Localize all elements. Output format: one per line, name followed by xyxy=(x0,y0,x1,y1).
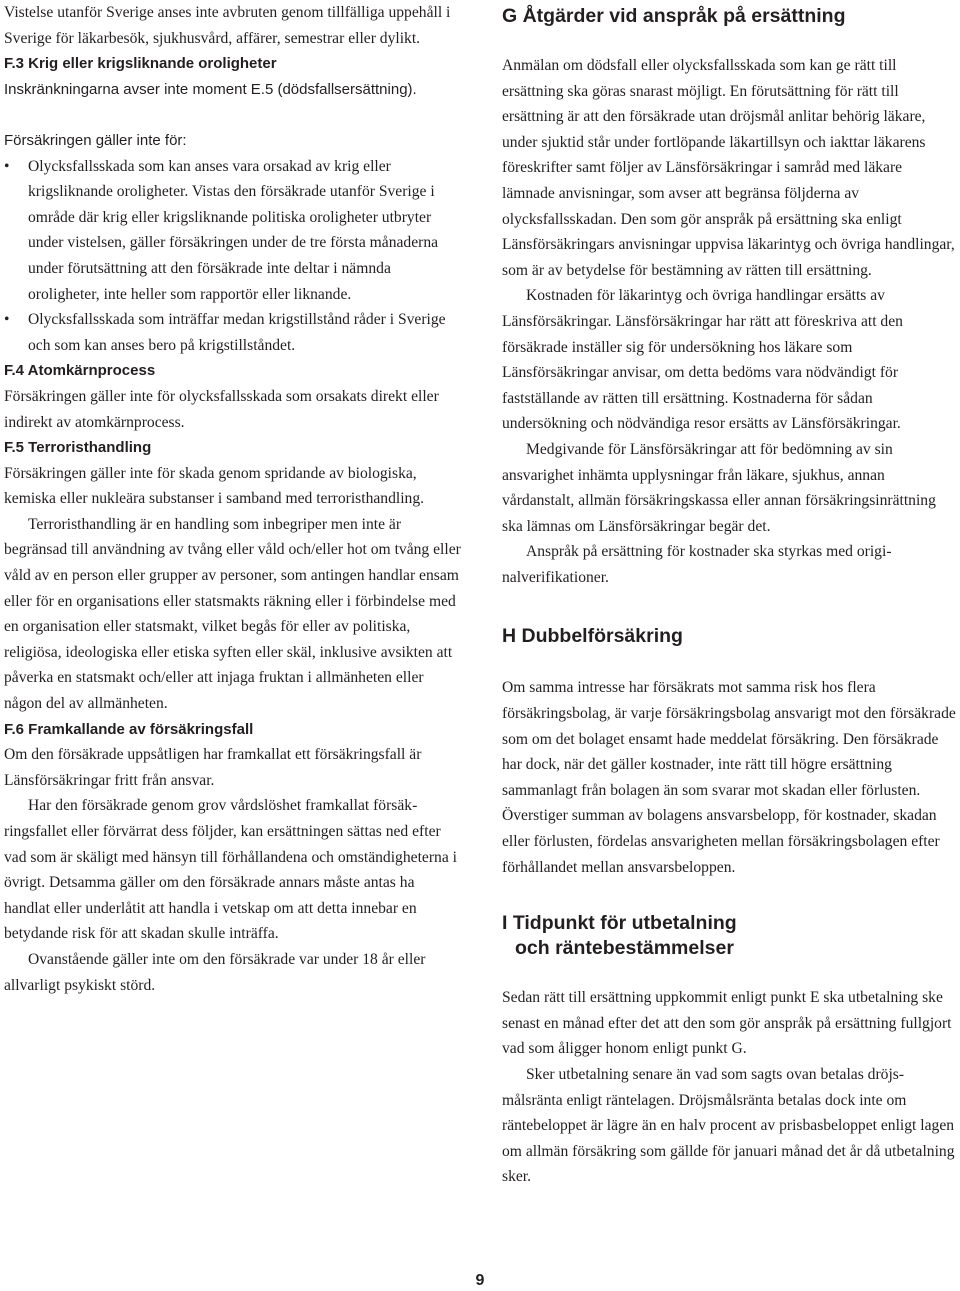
section-f3-paragraph-2: Försäkringen gäller inte för: xyxy=(4,131,187,149)
section-f5-heading: F.5 Terroristhandling xyxy=(4,439,152,457)
section-f3-heading: F.3 Krig eller krigsliknande oroligheter xyxy=(4,55,277,73)
section-h-paragraph-1: Om samma intresse har försäkrats mot samma risk hos flera försäkringsbolag, är varje försäkringsbolag ansvarigt mot den försäkrade som om det bolaget ensamt hade meddelat försäkring. Den försäkrade har dock, när det gäller kostnader, inte rätt till högre ersättning sammanlagt från bolagen än som svarar mot skadan eller förlusten. Överstiger summan av bolagens ansvarsbelopp, för kostnader, skadan eller förlusten, fördelas ansvarigheten mellan försäkringsbolagen efter förhållandet mellan ansvarsbeloppen. xyxy=(502,679,956,876)
section-g-paragraph-1: Anmälan om dödsfall eller olycksfallsskada som kan ge rätt till ersättning ska göras snarast möjligt. En förutsättning för rätt till ersättning är att den försäkrade utan dröjsmål anlitar behörig läkare, under sjuktid står under fortlöpande läkartillsyn och iakttar läkarens föreskrifter samt följer av Länsförsäkringar i samråd med läkare lämnade anvisningar, som avser att begränsa följderna av olycksfallsskadan. Den som gör anspråk på ersättning ska enligt Länsförsäkringars anvisningar uppvisa läkarintyg och övriga handlingar, som är av betydelse för bestämning av rätten till ersättning. xyxy=(502,57,955,279)
section-i-heading xyxy=(502,911,958,961)
left-column xyxy=(4,0,464,998)
section-g-paragraph-2: Kostnaden för läkarintyg och övriga handlingar ersätts av Länsförsäkringar. Länsförsäkringar har rätt att föreskriva att den försäkrade inställer sig för undersökning hos läkare som Länsförsäkringar anvisar, om detta bedöms vara nödvändigt för fastställande av rätten till ersättning. Kostnaderna för sådan undersökning och nödvändiga resor ersätts av Länsförsäkringar. xyxy=(502,287,903,433)
section-i-heading-line-1: I Tidpunkt för utbetalning xyxy=(502,912,737,935)
section-g-paragraph-3: Medgivande för Länsförsäkringar att för bedömning av sin ansvarighet inhämta upplysningar från läkare, sjukhus, annan vårdanstalt, allmän försäkringskassa eller annan försäkringsinrättning ska lämnas om Länsförsäkringar begär det. xyxy=(502,440,936,535)
section-f5-paragraph-2: Terroristhandling är en handling som inbegriper men inte är begränsad till användning av tvång eller våld och/eller hot om tvång eller våld av en person eller grupper av personer, som antingen handlar ensam eller för en organisations eller statsmakts räkning eller i förbindelse med en organisation eller statsmakt, vilket begås för eller av politiska, religiösa, ideologiska eller etiska syften eller skäl, inklusive avsikten att påverka en statsmakt och/eller att injaga fruktan i allmänheten eller någon del av allmänheten. xyxy=(4,515,461,713)
section-h-heading: H Dubbelförsäkring xyxy=(502,625,683,648)
section-i-paragraph-1: Sedan rätt till ersättning uppkommit enligt punkt E ska utbetalning ske senast en månad efter det att den som gör anspråk på ersättning fullgjort vad som åligger honom enligt punkt G. xyxy=(502,989,952,1058)
section-f6-paragraph-1: Om den försäkrade uppsåtligen har framkallat ett försäkringsfall är Länsförsäkringar fritt från ansvar. xyxy=(4,746,422,789)
intro-paragraph: Vistelse utanför Sverige anses inte avbruten genom tillfälliga uppehåll i Sverige för läkarbesök, sjukhusvård, affärer, semestrar eller dylikt. xyxy=(4,4,451,47)
section-i-heading-line-2: och räntebestämmelser xyxy=(515,937,734,960)
section-f6-heading: F.6 Framkallande av försäkringsfall xyxy=(4,720,254,738)
bullet-item: • Olycksfallsskada som kan anses vara orsakad av krig eller krigsliknande oroligheter. Vistas den försäkrade utanför Sverige i område där krig eller krigsliknande politiska oroligheter utbryter under vistelsen, gäller försäkringen under de tre första månaderna under förutsättning att den försäkrade inte deltar i nämnda oroligheter, inte heller som rapportör eller liknande. xyxy=(4,154,464,308)
section-g-paragraph-4: Anspråk på ersättning för kostnader ska styrkas med originalverifikationer. xyxy=(502,543,892,586)
section-f6-paragraph-3: Ovanstående gäller inte om den försäkrade var under 18 år eller allvarligt psykiskt störd. xyxy=(4,950,426,994)
page-number: 9 xyxy=(475,1272,485,1289)
section-f6-paragraph-2: Har den försäkrade genom grov vårdslöshet framkallat försäkringsfallet eller förvärrat dess följder, kan ersättningen sättas ned efter vad som är skäligt med hänsyn till förhållandena och omständigheterna i övrigt. Detsamma gäller om den försäkrade annars måste antas ha handlat eller underlåtit att handla i vetskap om att detta innebar en betydande risk för att skadan skulle inträffa. xyxy=(4,797,457,943)
section-f4-paragraph-1: Försäkringen gäller inte för olycksfallsskada som orsakats direkt eller indirekt av atomkärnprocess. xyxy=(4,387,439,431)
section-f3-paragraph-1: Inskränkningarna avser inte moment E.5 (dödsfallsersättning). xyxy=(4,80,417,98)
right-column xyxy=(502,0,958,1190)
section-f5-paragraph-1: Försäkringen gäller inte för skada genom spridande av biologiska, kemiska eller nukleära substanser i samband med terroristhandling. xyxy=(4,464,425,508)
section-i-paragraph-2: Sker utbetalning senare än vad som sagts ovan betalas dröjsmålsränta enligt räntelagen. Dröjsmålsränta betalas dock inte om räntebeloppet är lägre än en halv procent av prisbasbeloppet enligt lagen om allmän försäkring som gällde för januari månad det år då utbetalning sker. xyxy=(502,1066,955,1186)
section-g-heading: G Åtgärder vid anspråk på ersättning xyxy=(502,5,846,27)
section-f4-heading: F.4 Atomkärnprocess xyxy=(4,362,156,380)
section-f3-bullet-list xyxy=(4,154,464,359)
bullet-item: • Olycksfallsskada som inträffar medan krigstillstånd råder i Sverige och som kan anses bero på krigstillståndet. xyxy=(4,307,464,358)
